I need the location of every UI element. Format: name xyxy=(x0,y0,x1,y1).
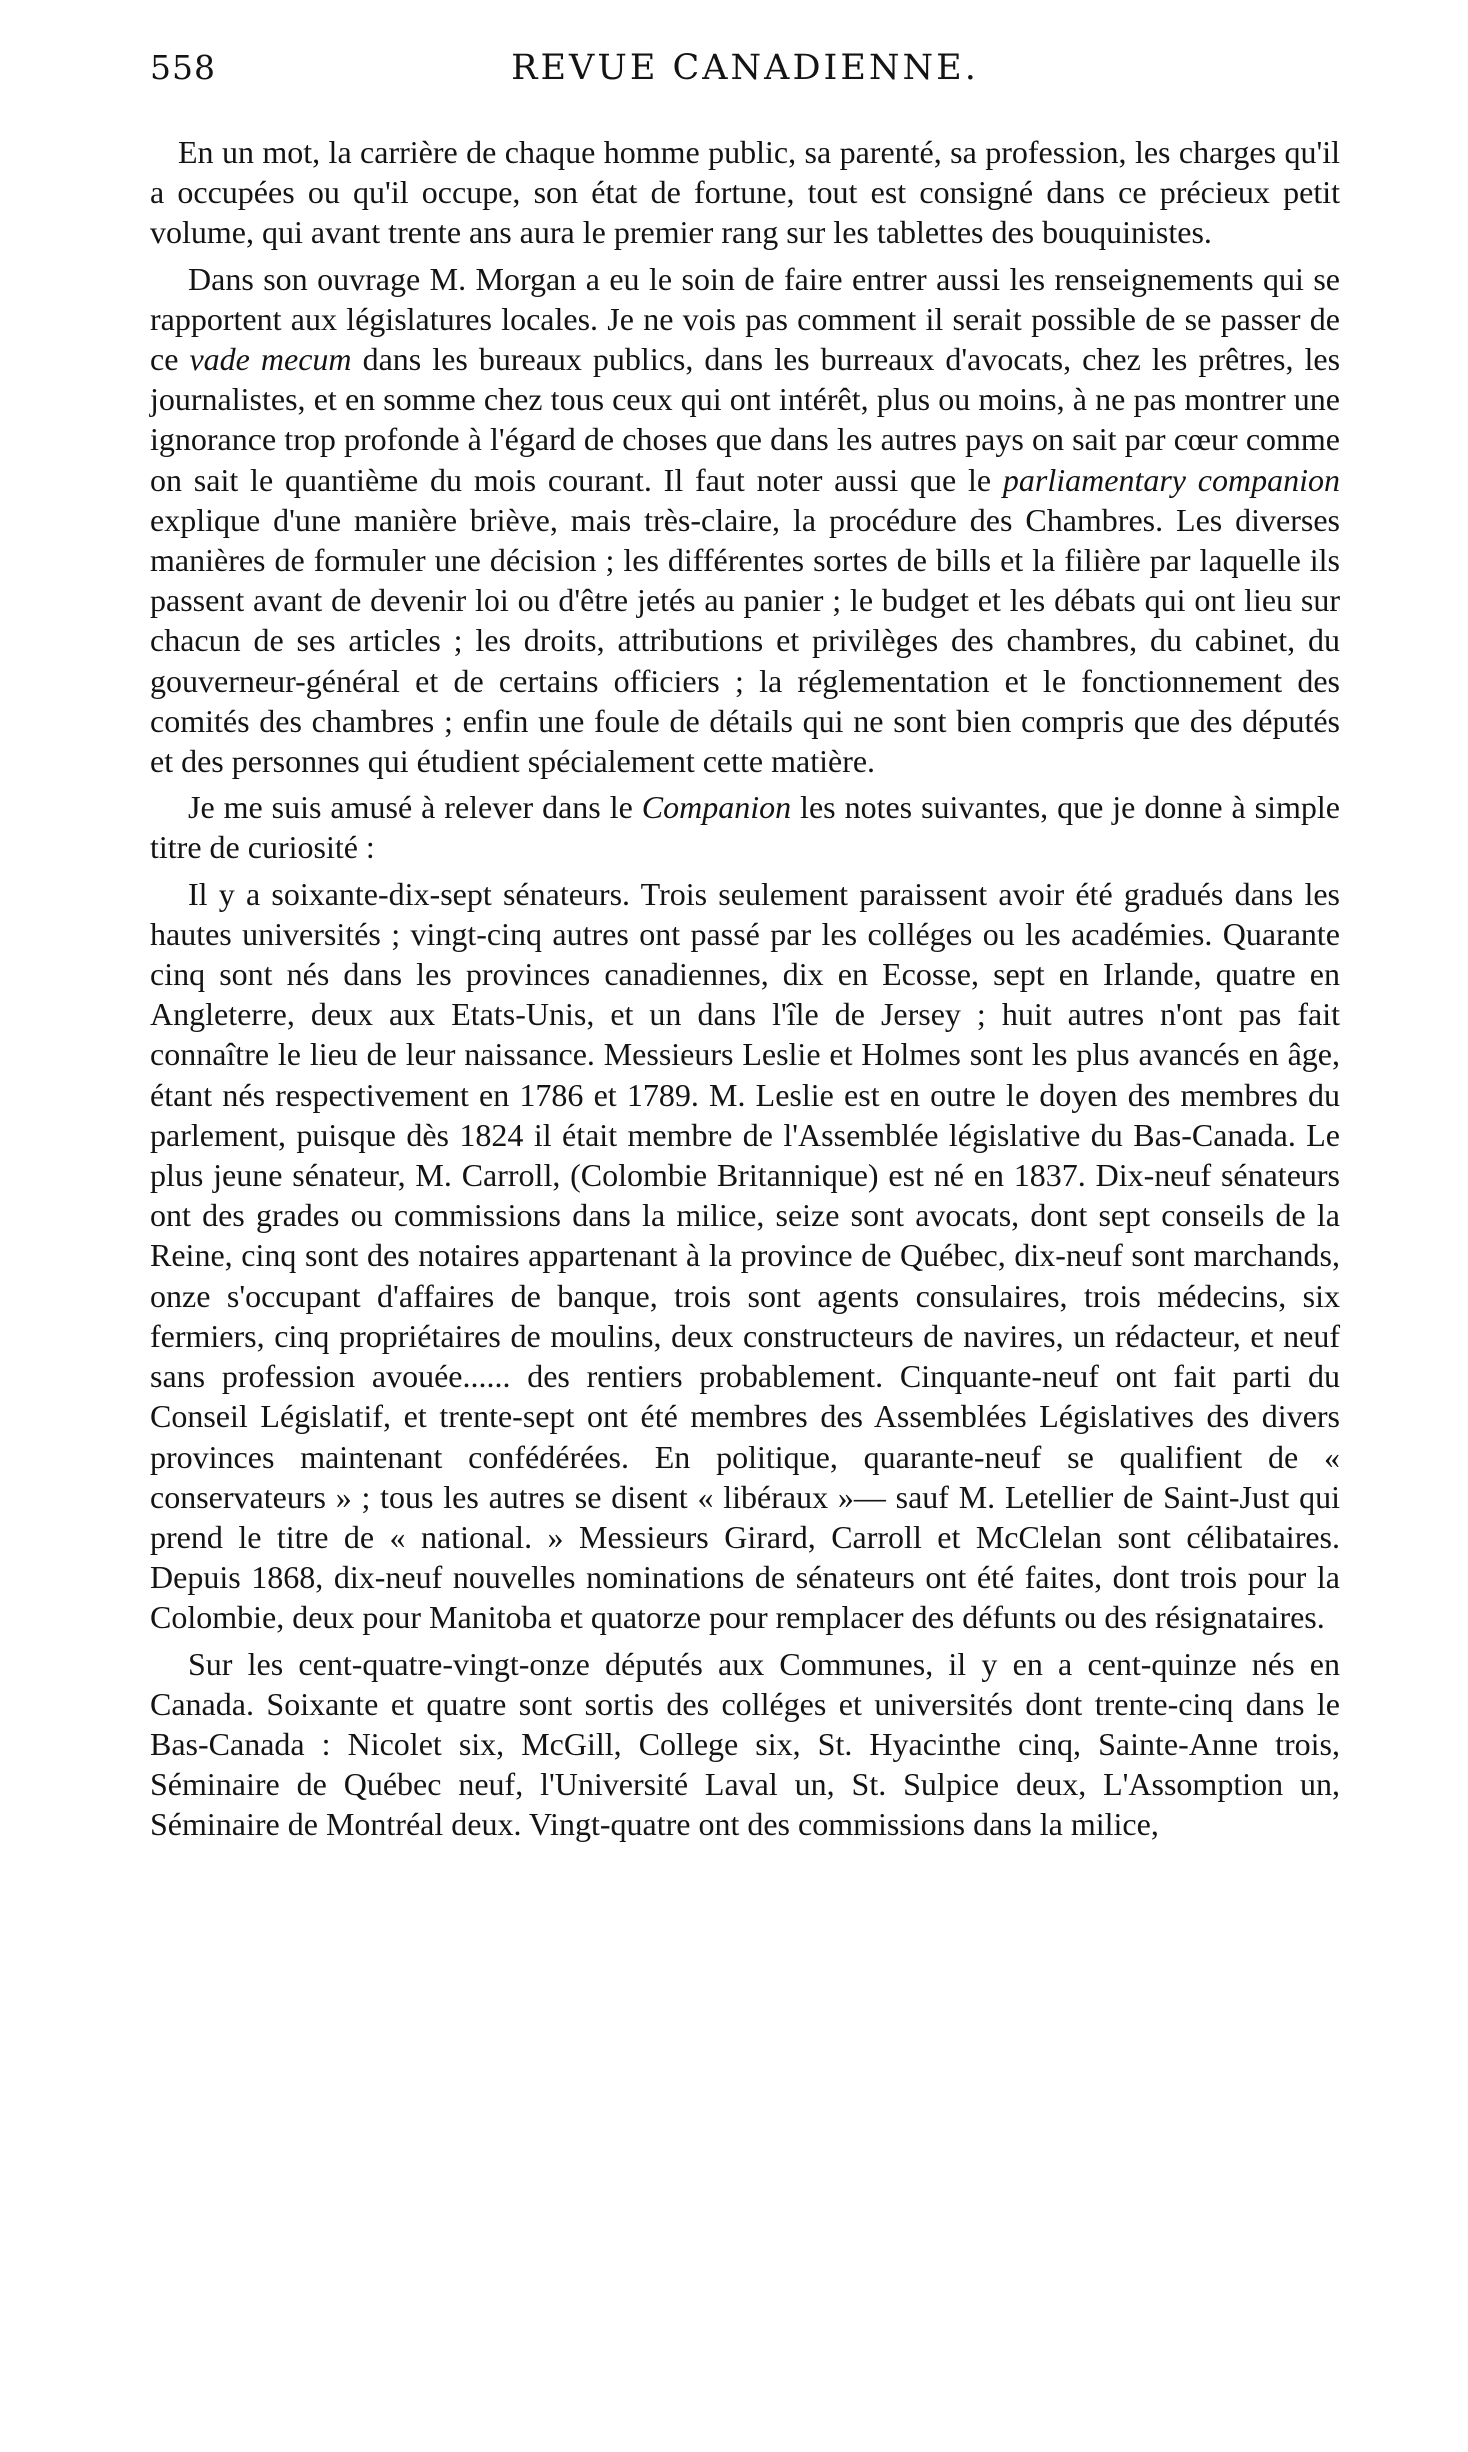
paragraph-senators: Il y a soixante-dix-sept sénateurs. Trois seulement paraissent avoir été gradués dans les hautes universités ; vingt-cinq autres ont passé par les colléges ou les académies. Quarante cinq sont nés dans les provinces canadiennes, dix en Ecosse, sept en Irlande, quatre en Angleterre, deux aux Etats-Unis, et un dans l'île de Jersey ; huit autres n'ont pas fait connaître le lieu de leur naissance. Messieurs Leslie et Holmes sont les plus avancés en âge, étant nés respectivement en 1786 et 1789. M. Leslie est en outre le doyen des membres du parlement, puisque dès 1824 il était membre de l'Assemblée législative du Bas-Canada. Le plus jeune sénateur, M. Carroll, (Colombie Britannique) est né en 1837. Dix-neuf sénateurs ont des grades ou commissions dans la milice, seize sont avocats, dont sept conseils de la Reine, cinq sont des notaires appartenant à la province de Québec, dix-neuf sont marchands, onze s'occupant d'affaires de banque, trois sont agents consulaires, trois médecins, six fermiers, cinq propriétaires de moulins, deux constructeurs de navires, un rédacteur, et neuf sans profession avouée...... des rentiers probablement. Cinquante-neuf ont fait parti du Conseil Législatif, et trente-sept ont été membres des Assemblées Législatives des divers provinces maintenant confédérées. En politique, quarante-neuf se qualifient de « conservateurs » ; tous les autres se disent « libéraux »— sauf M. Letellier de Saint-Just qui prend le titre de « national. » Messieurs Girard, Carroll et McClelan sont célibataires. Depuis 1868, dix-neuf nouvelles nominations de sénateurs ont été faites, dont trois pour la Colombie, deux pour Manitoba et quatorze pour remplacer des défunts ou des résignataires. xyxy=(150,875,1340,1636)
body-text xyxy=(150,132,1340,1845)
italic-phrase: Companion xyxy=(641,789,792,826)
page-header xyxy=(150,48,1340,98)
paragraph-companion-notes xyxy=(150,787,1340,867)
paragraph-text: les notes suivantes, que je donne à simple titre de curiosité : xyxy=(150,789,1340,866)
paragraph-local-legislatures xyxy=(150,259,1340,782)
italic-phrase: parliamentary companion xyxy=(1002,461,1341,498)
italic-phrase: vade mecum xyxy=(189,341,352,378)
paragraph-text: dans les bureaux publics, dans les burreaux d'avocats, chez les prêtres, les journalistes, et en somme chez tous ceux qui ont intérêt, plus ou moins, à ne pas montrer une ignorance trop profonde à l'égard de choses que dans les autres pays on sait par cœur comme on sait le quantième du mois courant. Il faut noter aussi que le xyxy=(150,341,1341,498)
paragraph-text: explique d'une manière briève, mais très-claire, la procédure des Chambres. Les diverses manières de formuler une décision ; les différentes sortes de bills et la filière par laquelle ils passent avant de devenir loi ou d'être jetés au panier ; le budget et les débats qui ont lieu sur chacun de ses articles ; les droits, attributions et privilèges des chambres, du cabinet, du gouverneur-général et de certains officiers ; la réglementation et le fonctionnement des comités des chambres ; enfin une foule de détails qui ne sont bien compris que des députés et des personnes qui étudient spécialement cette matière. xyxy=(150,501,1340,780)
paragraph-text: Dans son ouvrage M. Morgan a eu le soin de faire entrer aussi les renseignements qui se rapportent aux législatures locales. Je ne vois pas comment il serait possible de se passer de ce xyxy=(150,260,1340,378)
paragraph-text: Je me suis amusé à relever dans le xyxy=(188,789,642,826)
running-title: REVUE CANADIENNE. xyxy=(511,48,979,88)
paragraph-career-summary: En un mot, la carrière de chaque homme public, sa parenté, sa profession, les charges qu'il a occupées ou qu'il occupe, son état de fortune, tout est consigné dans ce précieux petit volume, qui avant trente ans aura le premier rang sur les tablettes des bouquinistes. xyxy=(150,134,1340,251)
page-number: 558 xyxy=(150,48,216,87)
paragraph-commons-deputies: Sur les cent-quatre-vingt-onze députés aux Communes, il y en a cent-quinze nés en Canada. Soixante et quatre sont sortis des colléges et universités dont trente-cinq dans le Bas-Canada : Nicolet six, McGill, College six, St. Hyacinthe cinq, Sainte-Anne trois, Séminaire de Québec neuf, l'Université Laval un, St. Sulpice deux, L'Assomption un, Séminaire de Montréal deux. Vingt-quatre ont des commissions dans la milice, xyxy=(150,1645,1340,1843)
